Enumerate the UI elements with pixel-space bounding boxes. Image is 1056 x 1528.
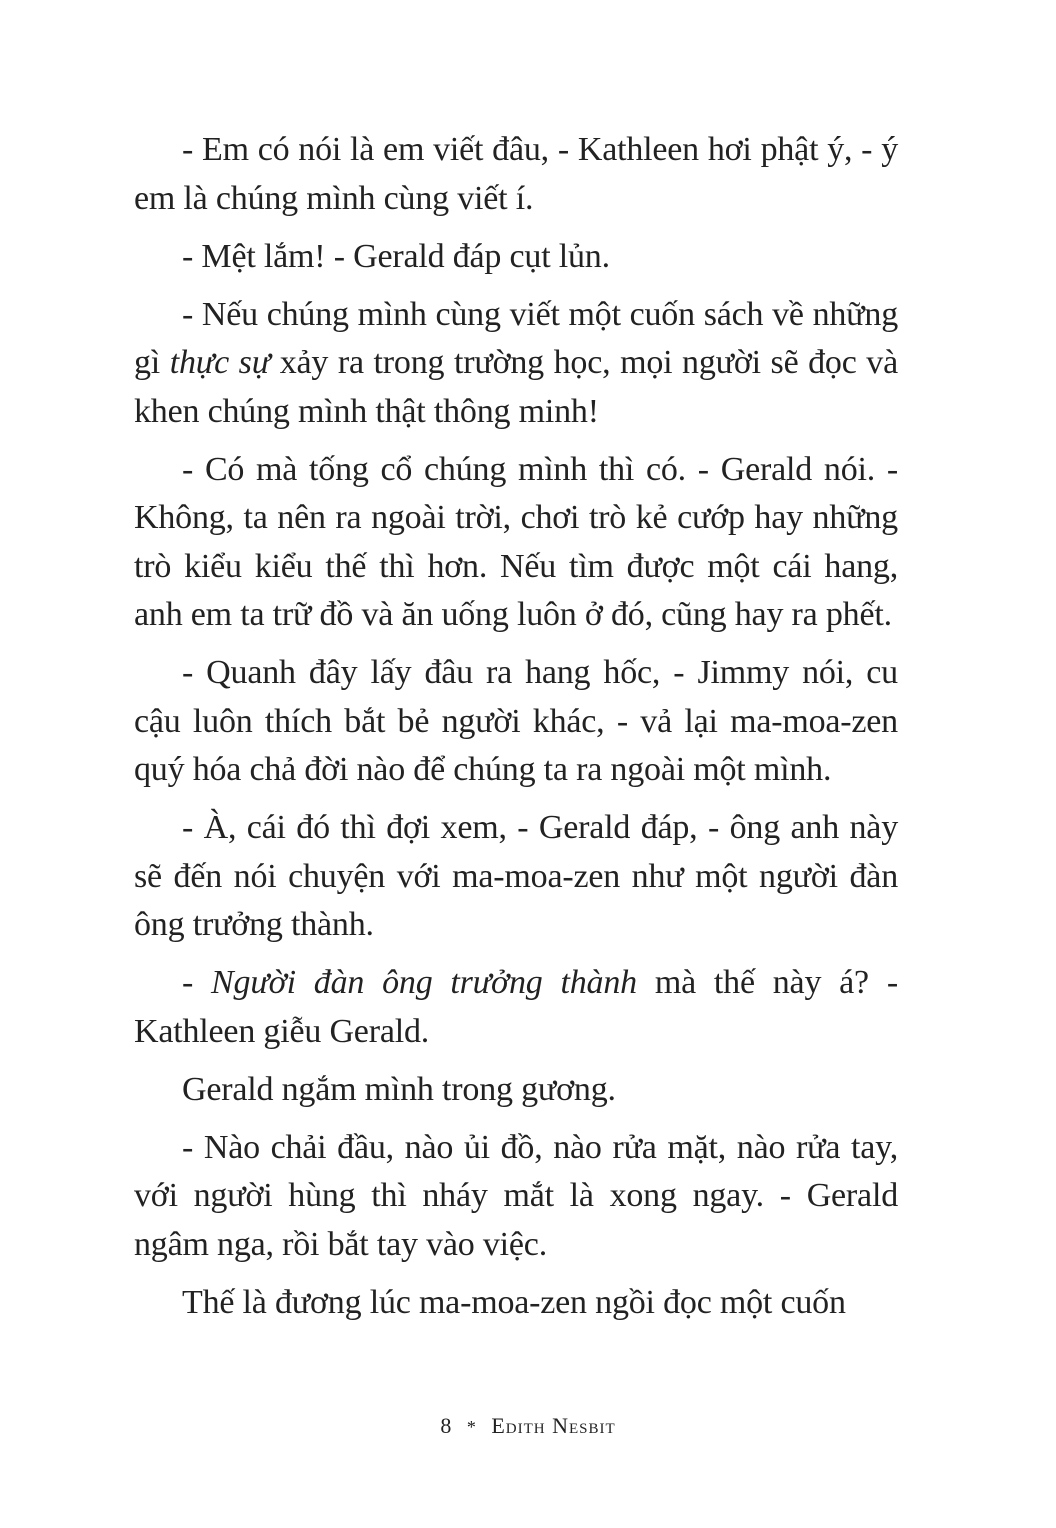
body-text — [134, 126, 898, 1337]
paragraph — [134, 1066, 898, 1115]
paragraph — [134, 233, 898, 282]
paragraph — [134, 1279, 898, 1328]
paragraph — [134, 126, 898, 223]
running-author: Edith Nesbit — [491, 1413, 616, 1438]
paragraph — [134, 446, 898, 640]
paragraph-text: Thế là đương lúc ma-moa-zen ngồi đọc một cuốn — [182, 1283, 846, 1321]
paragraph-text: - Nếu chúng mình cùng viết một cuốn sách về những gì — [134, 295, 898, 381]
paragraph-text: - Nào chải đầu, nào ủi đồ, nào rửa mặt, nào rửa tay, với người hùng thì nháy mắt là xong ngay. - Gerald ngâm nga, rồi bắt tay vào việc. — [134, 1128, 898, 1263]
paragraph-text: - — [182, 964, 212, 1001]
paragraph — [134, 649, 898, 795]
italic-text: thực sự — [169, 344, 271, 381]
paragraph — [134, 1124, 898, 1270]
paragraph-text: - Mệt lắm! - Gerald đáp cụt lủn. — [182, 237, 610, 275]
paragraph-text: - Em có nói là em viết đâu, - Kathleen hơi phật ý, - ý em là chúng mình cùng viết í. — [134, 131, 898, 217]
paragraph-text: Gerald ngắm mình trong gương. — [182, 1070, 616, 1108]
paragraph — [134, 804, 898, 950]
page-footer — [0, 1412, 1056, 1441]
footer-separator: * — [466, 1417, 476, 1437]
paragraph-text: - À, cái đó thì đợi xem, - Gerald đáp, - ông anh này sẽ đến nói chuyện với ma-moa-zen như một người đàn ông trưởng thành. — [134, 809, 898, 943]
paragraph-text: mà thế này á? - Kathleen giễu Gerald. — [134, 964, 898, 1050]
paragraph-text: - Có mà tống cổ chúng mình thì có. - Gerald nói. - Không, ta nên ra ngoài trời, chơi trò kẻ cướp hay những trò kiểu kiểu thế thì hơn. Nếu tìm được một cái hang, anh em ta trữ đồ và ăn uống luôn ở đó, cũng hay ra phết. — [134, 450, 898, 633]
page-number: 8 — [440, 1413, 452, 1438]
paragraph — [134, 291, 898, 437]
italic-text: Người đàn ông trưởng thành — [211, 964, 637, 1001]
paragraph-text: xảy ra trong trường học, mọi người sẽ đọc và khen chúng mình thật thông minh! — [134, 344, 898, 430]
paragraph-text: - Quanh đây lấy đâu ra hang hốc, - Jimmy nói, cu cậu luôn thích bắt bẻ người khác, - vả lại ma-moa-zen quý hóa chả đời nào để chúng ta ra ngoài một mình. — [134, 654, 898, 788]
paragraph — [134, 959, 898, 1056]
